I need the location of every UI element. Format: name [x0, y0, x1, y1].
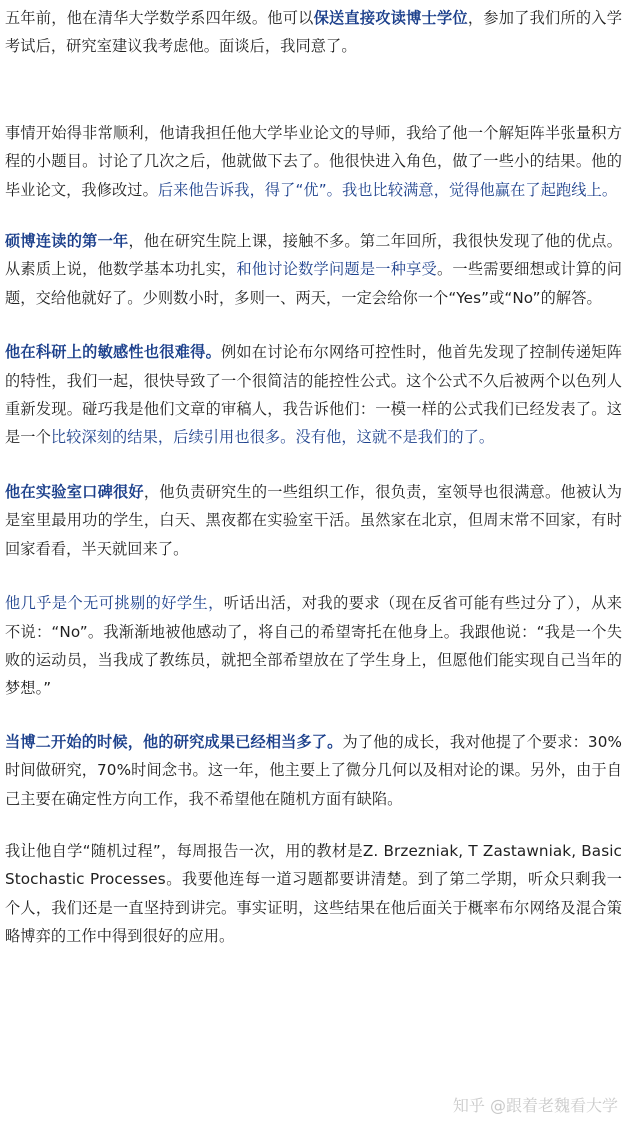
text-run: 听话出活，对我的要求（现在反省可能有些过分了），从来不说：“No”。我渐渐地被他感动了，将自己的希望寄托在他身上。我跟他说：“我是一个失败的运动员，当我成了教练员，就把全部希望放在了学生身上，但愿他们能实现自己当年的梦想。” — [5, 594, 623, 698]
text-run: 例如在讨论布尔网络可控性时，他首先发现了控制传递矩阵的特性，我们一起，很快导致了一个很简洁的能控性公式。这个公式不久后被两个以色列人重新发现。碰巧我是他们文章的审稿人，我告诉他们：一模一样的公式我们已经发表了。这是一个 — [5, 343, 622, 447]
paragraph-2 — [5, 119, 622, 204]
emphasis-blue: 后来他告诉我，得了“优”。我也比较满意，觉得他赢在了起跑线上。 — [157, 180, 618, 199]
emphasis-bold: 他在实验室口碑很好 — [5, 482, 144, 501]
text-run: ，他在研究生院上课，接触不多。第二年回所，我很快发现了他的优点。从素质上说，他数学基本功扎实， — [5, 232, 622, 279]
text-run: ，他负责研究生的一些组织工作，很负责，室领导也很满意。他被认为是室里最用功的学生，白天、黑夜都在实验室干活。虽然家在北京，但周末常不回家，有时回家看看，半天就回来了。 — [5, 482, 622, 558]
emphasis-blue: 和他讨论数学问题是一种享受 — [236, 260, 437, 279]
paragraph-4 — [5, 338, 622, 452]
paragraph-3 — [5, 227, 622, 312]
text-run: ，参加了我们所的入学考试后，研究室建议我考虑他。面谈后，我同意了。 — [5, 9, 623, 56]
emphasis-bold: 硕博连读的第一年 — [5, 232, 129, 251]
paragraph-8 — [5, 837, 622, 951]
emphasis-blue: 他几乎是个无可挑剔的好学生， — [5, 594, 224, 613]
text-run: 事情开始得非常顺利，他请我担任他大学毕业论文的导师，我给了他一个解矩阵半张量积方程的小题目。讨论了几次之后，他就做下去了。他很快进入角色，做了一些小的结果。他的毕业论文，我修改过。 — [5, 123, 622, 199]
paragraph-1 — [5, 4, 622, 61]
emphasis-blue: 比较深刻的结果，后续引用也很多。没有他，这就不是我们的了。 — [50, 428, 495, 447]
paragraph-6 — [5, 589, 622, 703]
watermark-text: 知乎 @跟着老魏看大学 — [452, 1096, 618, 1115]
emphasis-bold: 保送直接攻读博士学位 — [313, 9, 468, 27]
text-run: 为了他的成长，我对他提了个要求：30%时间做研究，70%时间念书。这一年，他主要上了微分几何以及相对论的课。另外，由于自己主要在确定性方向工作，我不希望他在随机方面有缺陷。 — [5, 732, 622, 808]
emphasis-bold: 他在科研上的敏感性也很难得。 — [5, 343, 221, 362]
text-run: 。一些需要细想或计算的问题，交给他就好了。少则数小时，多则一、两天，一定会给你一个“Yes”或“No”的解答。 — [5, 260, 622, 307]
text-run: 我让他自学“随机过程”，每周报告一次，用的教材是Z. Brzezniak, T Zastawniak, Basic Stochastic Processes。我要他连每一道习题都要讲清楚。到了第二学期，听众只剩我一个人，我们还是一直坚持到讲完。事实证明，这些结果在他后面关于概率布尔网络及混合策略博弈的工作中得到很好的应用。 — [5, 841, 622, 946]
text-run: 五年前，他在清华大学数学系四年级。他可以 — [5, 9, 314, 27]
paragraph-5 — [5, 478, 622, 563]
paragraph-7 — [5, 728, 622, 813]
emphasis-bold: 当博二开始的时候，他的研究成果已经相当多了。 — [5, 732, 343, 751]
